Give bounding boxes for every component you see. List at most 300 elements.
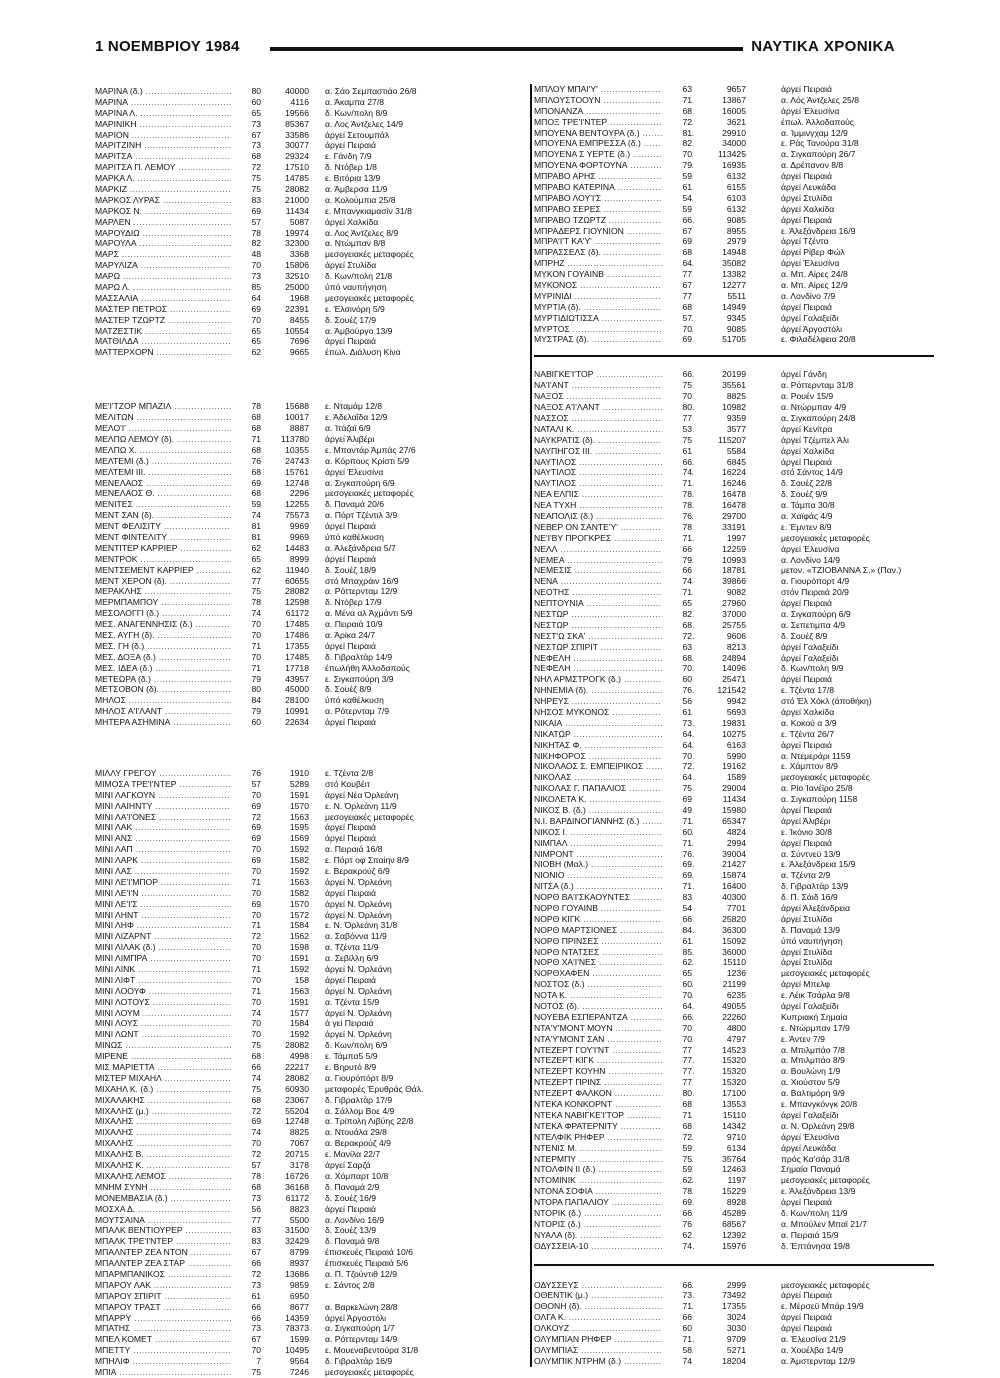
tonnage: 8937 — [289, 1258, 309, 1269]
ship-status: α. Μπιλμπάο 8/9 — [781, 1055, 845, 1066]
tonnage: 16005 — [722, 105, 746, 116]
build-year: 68 — [662, 302, 692, 313]
ship-name: ΝΤΕΛΦΙΚ ΡΗΦΕΡ ..... — [534, 1132, 694, 1143]
ship-name: ΜΑΡΩ ..... — [95, 271, 255, 282]
build-year: 68 — [231, 467, 261, 478]
ship-name: ΜΕΝΤΡΟΚ ..... — [95, 554, 255, 565]
ship-status: ε. Λέικ Τσάρλα 9/8 — [781, 990, 850, 1001]
ship-row — [95, 510, 495, 521]
ship-name: ΝΟΤΟΣ (δ). ..... — [534, 1001, 694, 1012]
ship-status: δ. Κων/πολη 21/8 — [325, 271, 393, 282]
build-year: 69 — [662, 859, 692, 870]
list-block-blou — [534, 84, 939, 345]
ship-status: δ. Ντόβερ 1/8 — [325, 162, 377, 173]
ship-row — [95, 1302, 495, 1313]
ship-status: α. Ντεμεράρι 1159 — [781, 750, 851, 761]
build-year: 53 — [662, 424, 692, 435]
ship-status: ε. Άδελαΐδα 12/9 — [325, 412, 388, 423]
ship-row — [95, 217, 495, 228]
ship-name: ΜΗΤΕΡΑ ΑΣΗΜΙΝΑ ..... — [95, 717, 255, 728]
ship-name: ΝΤΟΡΙΚ (δ.) ..... — [534, 1208, 694, 1219]
ship-status: α. Λος Άντζελες 8/9 — [325, 227, 399, 238]
build-year: 73 — [231, 1193, 261, 1204]
ship-status: δ. Σουέζ 8/9 — [781, 630, 828, 641]
build-year: 71 — [662, 587, 692, 598]
ship-status: ε. Άντεν 7/9 — [781, 1033, 825, 1044]
tonnage: 39004 — [722, 848, 746, 859]
tonnage: 8825 — [289, 1127, 309, 1138]
ship-row — [95, 1160, 495, 1171]
ship-row — [534, 859, 939, 870]
ship-row — [534, 947, 939, 958]
ship-row — [95, 532, 495, 543]
ship-status: άργεί Ν. Όρλεάνη — [325, 964, 392, 975]
ship-row — [95, 1323, 495, 1334]
tonnage: 15874 — [722, 870, 746, 881]
build-year: 57 — [231, 779, 261, 790]
ship-status: άργεί Ν. Όρλεάνη — [325, 876, 392, 887]
build-year: 73 — [662, 1290, 692, 1301]
build-year: 59 — [231, 499, 261, 510]
build-year: 67 — [231, 1334, 261, 1345]
ship-name: ΜΙΝΙ ΛΑΓΚΟΥΝ ..... — [95, 790, 255, 801]
ship-name: ΝΗΛ ΑΡΜΣΤΡΟΓΚ (δ.) ..... — [534, 674, 694, 685]
ship-row — [534, 838, 939, 849]
build-year: 85 — [662, 947, 692, 958]
ship-row — [534, 269, 939, 280]
ship-name: ΜΠΡΑΒΟ ΛΟΥ'Ι'Σ ..... — [534, 193, 694, 204]
tonnage: 17355 — [285, 640, 309, 651]
build-year: 83 — [662, 892, 692, 903]
ship-row — [534, 117, 939, 128]
ship-row — [534, 489, 939, 500]
ship-row — [534, 1230, 939, 1241]
ship-row — [534, 696, 939, 707]
tonnage: 1563 — [289, 876, 309, 887]
build-year: 77 — [662, 291, 692, 302]
ship-name: ΝΑΒΙΓΚΕ'Ι'ΤΟΡ ..... — [534, 369, 694, 380]
ship-row — [534, 402, 939, 413]
ship-name: ΜΠΟΥΕΝΑ Σ ΥΕΡΤΕ (δ.) ..... — [534, 149, 694, 160]
ship-name: ΝΑΥΚΡΑΤΙΣ (δ). ..... — [534, 435, 694, 446]
ship-name: ΝΟΤΑ Κ. ..... — [534, 990, 694, 1001]
ship-status: στό Σάντος 14/9 — [781, 467, 843, 478]
ship-name: ΟΘΕΝΤΙΚ (μ.) ..... — [534, 1290, 694, 1301]
ship-status: α. Λονδίνο 16/9 — [325, 1214, 384, 1225]
build-year: 74 — [662, 1241, 692, 1252]
ship-name: ΜΠΑΛΚ ΒΕΝΤΙΟΥΡΕΡ ..... — [95, 1225, 255, 1236]
tonnage: 9345 — [726, 312, 746, 323]
ship-status: δ. Σουέζ 16/9 — [325, 1192, 377, 1203]
build-year: 65 — [231, 336, 261, 347]
ship-name: ΜΑΡΛΕΝ ..... — [95, 217, 255, 228]
ship-row — [95, 543, 495, 554]
ship-status: α. Πειραιά 10/9 — [325, 619, 383, 630]
ship-row — [95, 1225, 495, 1236]
build-year: 79 — [662, 160, 692, 171]
ship-status: α. Ρόττερνταμ 14/9 — [325, 1334, 398, 1345]
ship-status: ε. Ντώρμπαν 17/9 — [781, 1022, 850, 1033]
ship-status: ε. Βερακρούζ 6/9 — [325, 866, 390, 876]
ship-row — [95, 1040, 495, 1051]
ship-row — [534, 663, 939, 674]
ship-row — [534, 979, 939, 990]
build-year: 70 — [662, 1023, 692, 1034]
build-year: 65 — [662, 598, 692, 609]
ship-status: α. Χουέλβα 14/9 — [781, 1344, 844, 1355]
ship-row — [95, 652, 495, 663]
ship-name: ΝΟΡΘ ΓΟΥΑΙΝΒ ..... — [534, 903, 694, 914]
ship-name: ΜΠΟΥΕΝΑ ΒΕΝΤΟΥΡΑ (δ.) ..... — [534, 128, 694, 139]
tonnage: 9709 — [726, 1333, 746, 1344]
ship-name: ΜΕΝΕΛΑΟΣ Θ. ..... — [95, 488, 255, 499]
build-year: 66 — [662, 1012, 692, 1023]
ship-status: α. Σιγκαπούρη 26/7 — [781, 149, 856, 160]
ship-row — [534, 84, 939, 95]
ship-name: ΜΙΝΙ ΛΙΛΑΚ (δ.) ..... — [95, 942, 255, 953]
ship-status: ύπό ναυπήγηση — [781, 935, 843, 946]
tonnage: 15320 — [722, 1077, 746, 1088]
build-year: 83 — [231, 1225, 261, 1236]
ship-name: ΜΠΡΑΒΟ ΚΑΤΕΡΙΝΑ ..... — [534, 182, 694, 193]
ship-name: ΟΛΚΟΥΖ ..... — [534, 1323, 694, 1334]
ship-status: στό Κουβέιτ — [325, 778, 371, 789]
build-year: 72 — [662, 117, 692, 128]
ship-name: ΝΟΡΘ ΠΡΙΝΣΕΣ ..... — [534, 936, 694, 947]
ship-status: ε. Μπανγκόνγκ 20/8 — [781, 1099, 858, 1110]
ship-row — [534, 1356, 939, 1367]
ship-name: ΜΑΤΘΙΛΔΑ ..... — [95, 336, 255, 347]
ship-status: δ. Παναμά 13/9 — [781, 924, 841, 935]
build-year: 70 — [662, 751, 692, 762]
tonnage: 14948 — [722, 247, 746, 258]
ship-row — [534, 772, 939, 783]
tonnage: 34000 — [722, 138, 746, 149]
tonnage: 45289 — [722, 1207, 746, 1218]
ship-status: α. Λονδίνο 14/9 — [781, 554, 840, 565]
ship-row — [534, 1121, 939, 1132]
ship-row — [534, 1077, 939, 1088]
ship-row — [534, 1186, 939, 1197]
ship-status: άργεί Ν. Όρλεάνη — [325, 1007, 392, 1018]
ship-status: άργεί Γαλαξείδι — [781, 652, 839, 663]
ship-name: ΜΠΛΟΥ ΜΠΑΙ'Υ' ..... — [534, 84, 694, 95]
ship-row — [534, 783, 939, 794]
tonnage: 8677 — [289, 1301, 309, 1312]
ship-row — [95, 1345, 495, 1356]
tonnage: 3368 — [289, 249, 309, 260]
build-year: 77 — [662, 269, 692, 280]
ship-name: ΜΗΛΟΣ Α'Ι'ΛΑΝΤ ..... — [95, 706, 255, 717]
tonnage: 10495 — [285, 1345, 309, 1356]
ship-row — [534, 794, 939, 805]
ship-name: ΝΕΜΕΑ ..... — [534, 555, 694, 566]
build-year: 72 — [231, 1149, 261, 1160]
ship-row — [534, 1312, 939, 1323]
ship-name: ΜΠΡΑΒΟ ΑΡΗΣ ..... — [534, 171, 694, 182]
ship-status: άργεί Πειραιά — [781, 456, 832, 467]
tonnage: 25755 — [722, 619, 746, 630]
ship-row — [95, 478, 495, 489]
ship-status: α. Σιγκαπούρη 6/9 — [325, 477, 395, 488]
ship-status: ε. Έμντεν 8/9 — [781, 521, 832, 532]
ship-name: ΜΑΣΤΕΡ ΠΕΤΡΟΣ ..... — [95, 304, 255, 315]
ship-name: ΟΛΥΜΠΙΑΝ ΡΗΦΕΡ ..... — [534, 1334, 694, 1345]
ship-name: ΝΤΑ'Υ'ΜΟΝΤ ΜΟΥΝ ..... — [534, 1023, 694, 1034]
ship-name: ΜΙΧΑΛΗΣ ..... — [95, 1127, 255, 1138]
ship-row — [95, 619, 495, 630]
build-year: 69 — [231, 478, 261, 489]
tonnage: 16478 — [722, 500, 746, 511]
build-year: 71 — [231, 877, 261, 888]
build-year: 62 — [231, 347, 261, 358]
build-year: 70 — [662, 1034, 692, 1045]
ship-status: άργεί Άργοστόλι — [781, 323, 843, 334]
ship-name: ΜΙΧΑΛΗΣ ..... — [95, 1138, 255, 1149]
ship-name: ΜΠΛΟΥΣΤΟΟΥΝ ..... — [534, 95, 694, 106]
ship-status: μεσογειακές μεταφορές — [325, 249, 414, 260]
ship-status: άργεί Σαρζά — [325, 1160, 371, 1171]
ship-status: α. Βαλτιμόρη 9/9 — [781, 1088, 845, 1099]
tonnage: 121542 — [717, 685, 746, 696]
tonnage: 15320 — [722, 1055, 746, 1066]
ship-status: α. Σιγκαπούρη 1/7 — [325, 1323, 395, 1334]
build-year: 66 — [662, 457, 692, 468]
ship-name: ΜΙΧΑΛΗΣ (μ.) ..... — [95, 1106, 255, 1117]
tonnage: 14483 — [285, 542, 309, 553]
ship-row — [534, 380, 939, 391]
ship-status: δ. Σουέζ 18/9 — [325, 564, 377, 575]
ship-row — [95, 1095, 495, 1106]
ship-status: άργεί Γάνδη — [781, 369, 827, 380]
build-year: 79 — [231, 674, 261, 685]
ship-row — [95, 597, 495, 608]
ship-row — [95, 586, 495, 597]
build-year: 76 — [662, 849, 692, 860]
ship-status: άργεί Πειραιά — [325, 140, 376, 151]
build-year: 68 — [662, 247, 692, 258]
ship-status: ε. Βιτόρια 13/9 — [325, 173, 381, 184]
ship-name: ΝΤΕΖΕΡΤ ΓΟΥ'Ι'ΝΤ ..... — [534, 1045, 694, 1056]
ship-status: άργεί Πειραιά — [325, 822, 376, 833]
ship-name: ΜΠΟΥΕΝΑ ΦΟΡΤΟΥΝΑ ..... — [534, 160, 694, 171]
ship-row — [534, 565, 939, 576]
ship-row — [95, 271, 495, 282]
ship-status: ε. Μπανγκιαμασίν 31/8 — [325, 205, 412, 216]
ship-row — [534, 1034, 939, 1045]
build-year: 70 — [231, 260, 261, 271]
build-year: 7 — [231, 1356, 261, 1367]
ship-row — [95, 119, 495, 130]
build-year: 78 — [231, 1171, 261, 1182]
tonnage: 14359 — [285, 1312, 309, 1323]
ship-status: δ. Σουέζ 17/9 — [325, 314, 377, 325]
build-year: 71 — [662, 533, 692, 544]
ship-name: ΜΕΛΠΩ ΛΕΜΟΥ (δ). ..... — [95, 434, 255, 445]
build-year: 65 — [662, 968, 692, 979]
ship-name: ΜΕΡΜΠΑΜΠΟΥ ..... — [95, 597, 255, 608]
build-year: 76 — [231, 768, 261, 779]
ship-name: ΝΑΥΤΙΛΟΣ ..... — [534, 478, 694, 489]
ship-row — [534, 892, 939, 903]
ship-row — [534, 925, 939, 936]
tonnage: 16478 — [722, 489, 746, 500]
tonnage: 36168 — [285, 1181, 309, 1192]
tonnage: 16726 — [285, 1170, 309, 1181]
tonnage: 37000 — [722, 608, 746, 619]
tonnage: 13686 — [285, 1268, 309, 1279]
ship-name: ΝΟΡΘ ΝΤΑΤΣΕΣ ..... — [534, 947, 694, 958]
build-year: 82 — [662, 138, 692, 149]
build-year: 60 — [662, 979, 692, 990]
ship-row — [95, 1313, 495, 1324]
build-year: 69 — [662, 870, 692, 881]
ship-name: ΜΙΝΙ ΛΙΝΚ ..... — [95, 964, 255, 975]
ship-status: άργεί Γαλαξείδι — [781, 1001, 839, 1012]
tonnage: 36000 — [722, 946, 746, 957]
ship-status: α. Σάο Σεμπαστιάο 26/8 — [325, 86, 417, 96]
ship-row — [95, 822, 495, 833]
tonnage: 78373 — [285, 1323, 309, 1334]
ship-status: άργεί Στυλίδα — [781, 913, 833, 924]
ship-status: άργεί Τζέντα — [781, 236, 829, 247]
ship-row — [534, 544, 939, 555]
ship-status: άργεί Στυλίδα — [781, 946, 833, 957]
ship-status: άργεί Γαλαξείδι — [781, 312, 839, 323]
build-year: 70 — [231, 844, 261, 855]
ship-status: α. Βουλώνη 1/9 — [781, 1066, 841, 1077]
ship-status: δ. Π. Σάιδ 16/9 — [781, 892, 838, 903]
ship-name: ΝΕ'Ι'ΒΥ ΠΡΟΓΚΡΕΣ ..... — [534, 533, 694, 544]
ship-row — [95, 706, 495, 717]
ship-row — [95, 1008, 495, 1019]
tonnage: 14523 — [722, 1044, 746, 1055]
ship-row — [95, 151, 495, 162]
ship-name: ΝΕΛΛ ..... — [534, 544, 694, 555]
tonnage: 8799 — [289, 1247, 309, 1258]
ship-status: α. Άμστερνταμ 12/9 — [781, 1355, 855, 1366]
ship-status: ε. Τάμπα5 5/9 — [325, 1051, 378, 1062]
ship-row — [95, 1106, 495, 1117]
ship-row — [534, 138, 939, 149]
tonnage: 3030 — [726, 1323, 746, 1334]
build-year: 74 — [231, 510, 261, 521]
ship-row — [95, 801, 495, 812]
ship-row — [534, 1110, 939, 1121]
build-year: 71 — [231, 663, 261, 674]
ship-row — [95, 293, 495, 304]
ship-row — [95, 1247, 495, 1258]
build-year: 69 — [662, 236, 692, 247]
tonnage: 1589 — [726, 772, 746, 783]
tonnage: 5500 — [289, 1214, 309, 1225]
tonnage: 10275 — [722, 728, 746, 739]
ship-status: άργεί Λευκάδα — [781, 182, 836, 193]
tonnage: 19162 — [722, 761, 746, 772]
ship-name: ΜΑΡΙΤΣΑ ..... — [95, 151, 255, 162]
tonnage: 16224 — [722, 467, 746, 478]
ship-row — [534, 522, 939, 533]
build-year: 68 — [662, 620, 692, 631]
build-year: 66 — [662, 1280, 692, 1291]
ship-status: ε. Ράς Τανούρα 31/8 — [781, 138, 859, 149]
ship-name: ΝΤΕΝΙΣ Μ. ..... — [534, 1143, 694, 1154]
build-year: 68 — [662, 1121, 692, 1132]
build-year: 69 — [662, 334, 692, 345]
build-year: 70 — [662, 149, 692, 160]
build-year: 75 — [231, 586, 261, 597]
ship-status: α. Μπιλμπάο 7/8 — [781, 1044, 845, 1055]
build-year: 75 — [662, 435, 692, 446]
build-year: 66 — [662, 565, 692, 576]
tonnage: 39866 — [722, 576, 746, 587]
build-year: 75 — [662, 783, 692, 794]
ship-status: άργεί Πειραιά — [781, 739, 832, 750]
ship-row — [534, 457, 939, 468]
build-year: 57 — [662, 313, 692, 324]
ship-status: άργεί Έλευσίνα — [781, 1131, 840, 1142]
ship-row — [95, 779, 495, 790]
ship-name: ΝΤΕΖΕΡΤ ΦΑΛΚΟΝ ..... — [534, 1088, 694, 1099]
tonnage: 1592 — [289, 964, 309, 975]
ship-name: ΜΙΝΙ ΛΑΡΚ ..... — [95, 855, 255, 866]
ship-row — [95, 920, 495, 931]
ship-status: δ. Παναμά 2/9 — [325, 1181, 380, 1192]
ship-status: α. Χιούστον 5/9 — [781, 1077, 840, 1088]
ship-row — [534, 1345, 939, 1356]
build-year: 71 — [231, 434, 261, 445]
ship-row — [534, 533, 939, 544]
ship-status: άργεί Πειραιά — [781, 1290, 832, 1301]
ship-name: ΜΥΡΤΟΣ ..... — [534, 324, 694, 335]
ship-name: ΜΕΣ. ΙΔΕΑ (δ.) ..... — [95, 663, 255, 674]
ship-status: άργεί Άλιβέρι — [325, 433, 375, 444]
tonnage: 5693 — [726, 706, 746, 717]
ship-row — [95, 641, 495, 652]
ship-status: α. Έλευσίνα 21/9 — [781, 1333, 846, 1344]
ship-name: ΜΟΣΧΑ Δ. ..... — [95, 1204, 255, 1215]
ship-row — [534, 1197, 939, 1208]
ship-row — [95, 162, 495, 173]
ship-name: ΝΑΞΟΣ ..... — [534, 391, 694, 402]
tonnage: 1592 — [289, 844, 309, 855]
ship-status: στό Μπαχράιν 16/9 — [325, 575, 399, 586]
tonnage: 1582 — [289, 887, 309, 898]
ship-name: ΜΙΧΑΛΗΣ Κ. ..... — [95, 1160, 255, 1171]
ship-name: ΝΑΥΤΙΛΟΣ ..... — [534, 457, 694, 468]
build-year: 68 — [231, 1051, 261, 1062]
ship-row — [95, 866, 495, 877]
tonnage: 65347 — [722, 815, 746, 826]
ship-row — [534, 620, 939, 631]
ship-row — [534, 587, 939, 598]
ship-name: ΝΕΜΕΣΙΣ ..... — [534, 565, 694, 576]
build-year: 71 — [231, 641, 261, 652]
tonnage: 18204 — [722, 1355, 746, 1366]
ship-status: α. Βερακρούζ 4/9 — [325, 1138, 391, 1149]
tonnage: 1570 — [289, 898, 309, 909]
ship-status: ε. Σιγκαπούρη 3/9 — [325, 673, 394, 684]
ship-name: Ν.Ι. ΒΑΡΔΙΝΟΓΙΑΝΝΗΣ (δ.) ..... — [534, 816, 694, 827]
ship-status: α. Άλεξάνδρεια 5/7 — [325, 542, 396, 553]
build-year: 67 — [662, 280, 692, 291]
ship-name: ΝΟΡΘ ΒΑ'Ι'ΣΚΑΟΥΝΤΕΣ ..... — [534, 892, 694, 903]
tonnage: 6845 — [726, 456, 746, 467]
ship-status: α. Σύντνεϋ 13/9 — [781, 848, 841, 859]
tonnage: 35561 — [722, 380, 746, 391]
ship-row — [95, 768, 495, 779]
ship-name: ΜΠΡΑΔΕΡΣ ΓΙΟΥΝΙΟΝ ..... — [534, 226, 694, 237]
